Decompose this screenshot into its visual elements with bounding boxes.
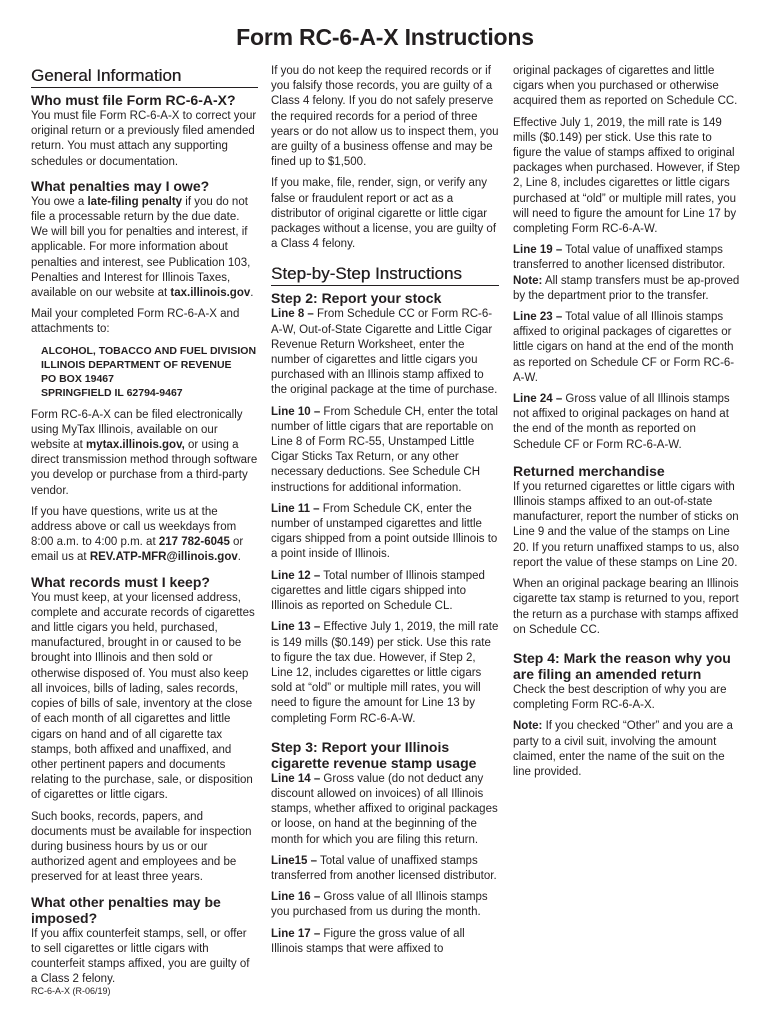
paragraph-questions [31, 505, 258, 566]
address-line: ILLINOIS DEPARTMENT OF REVENUE [41, 358, 232, 371]
column-continued [513, 64, 743, 786]
heading-records: What records must I keep? [31, 573, 210, 590]
paragraph-records: You must keep, at your licensed address, complete and accurate records of cigarettes and little cigars you held, purchased, manufactured, brought in or caused to be brought into Illinois and then sold or otherwise disposed of. You must also keep all invoices, bills of lading, sales records, copies of bills of sale, inventory at the close of each month of all cigarettes and little cigars on hand and of all cigarette tax stamps, both affixed and unaffixed, and other pertinent papers and documents relating to the purchase, sale, or disposition of cigarettes or little cigars. [31, 591, 255, 802]
line-label: Line 24 – [513, 393, 563, 406]
page-title: Form RC-6-A-X Instructions [236, 24, 534, 50]
text: From Schedule CC or Form RC-6-A-W, Out-of-State Cigarette and Little Cigar Revenue Return Worksheet, enter the number of cigarettes and little cigars you purchased with an Illinois stamp affixed to the original package at the time of purchase. [271, 308, 498, 397]
paragraph-other-penalties: If you affix counterfeit stamps, sell, or offer to sell cigarettes or little cigars with counterfeit stamps affixed, you are guilty of a Class 2 felony. [31, 927, 250, 986]
address-line: SPRINGFIELD IL 62794-9467 [41, 386, 183, 399]
paragraph-false-report: If you make, file, render, sign, or verify any false or fraudulent report or act as a distributor of original cigarette or little cigar packages without a license, you are guilty of a Class 4 felony. [271, 177, 497, 251]
paragraph-line-12 [271, 569, 499, 615]
paragraph-line-16 [271, 890, 499, 920]
line-label: Line15 – [271, 854, 318, 867]
paragraph-line-8 [271, 307, 499, 398]
line-label: Line 16 – [271, 891, 321, 904]
text: or email us at [31, 536, 244, 564]
paragraph-line-15 [271, 854, 499, 884]
website-link[interactable]: tax.illinois.gov [170, 287, 251, 300]
phone-number[interactable]: 217 782-6045 [158, 536, 230, 549]
note-label: Note: [513, 274, 543, 287]
column-step-by-step [271, 64, 499, 963]
paragraph-books: Such books, records, papers, and documents must be available for inspection during business hours by us or our authorized agent and employees and be preserved for at least three years. [31, 810, 252, 884]
paragraph-line-23 [513, 310, 743, 386]
text: Gross value (do not deduct any discount allowed on invoices) of all Illinois stamps, whether affixed to original packages or loose, on hand at the beginning of the month for which you are filing this return. [271, 772, 498, 846]
email-link[interactable]: REV.ATP-MFR@illinois.gov [89, 551, 238, 564]
line-label: Line 19 – [513, 244, 563, 257]
late-filing-penalty-term: late-filing penalty [87, 195, 183, 208]
section-heading-step-by-step: Step-by-Step Instructions [271, 264, 499, 286]
paragraph-line-10 [271, 405, 499, 496]
line-label: Line 10 – [271, 405, 321, 418]
paragraph-records-felony: If you do not keep the required records or if you falsify those records, you are guilty of a Class 4 felony. If you do not safely preserve the required records for a period of three years or do not allow us to inspect them, you are guilty of a business offense and may be fined up to $1,500. [271, 65, 499, 169]
note-label: Note: [513, 720, 543, 733]
line-label: Line 11 – [271, 502, 320, 515]
text: . [250, 287, 254, 300]
address-line: PO BOX 19467 [41, 372, 114, 385]
text: You owe a [31, 195, 88, 208]
text: . [237, 551, 241, 564]
paragraph-who-must-file: You must file Form RC-6-A-X to correct your original return or a previously filed amended return. You must attach any supporting schedules or documentation. [31, 110, 257, 168]
paragraph-penalties [31, 195, 258, 301]
line-label: Line 14 – [271, 772, 321, 785]
text: If you checked “Other” and you are a party to a civil suit, involving the amount claimed, enter the name of the suit on the line provided. [513, 720, 733, 778]
heading-returned-merchandise: Returned merchandise [513, 462, 665, 479]
paragraph-line-19 [513, 243, 743, 304]
heading-step-3: Step 3: Report your Illinois cigarette revenue stamp usage [271, 738, 477, 771]
text: if you do not file a processable return by the due date. We will bill you for penalties and interest, if applicable. For more information about penalties and interest, see Publication 103, Penalties and Interest for Illinois Taxes, available on our website at [31, 195, 251, 300]
paragraph-line-24 [513, 392, 743, 453]
text: Effective July 1, 2019, the mill rate is 149 mills ($0.149) per stick. Use this rate to figure the tax due. However, if Step 2, Line 12, includes cigarettes or little cigars sold at “old” or multiple mill rates, you will need to figure the amount for Line 13 by completing Form RC-6-A-W. [271, 621, 499, 725]
heading-penalties: What penalties may I owe? [31, 177, 210, 194]
line-label: Line 8 – [271, 308, 314, 321]
text: Figure the gross value of all Illinois stamps that were affixed to [271, 927, 465, 955]
paragraph-line-11 [271, 502, 499, 563]
heading-who-must-file: Who must file Form RC-6-A-X? [31, 92, 236, 108]
paragraph-note-other [513, 719, 743, 780]
text: Total value of unaffixed stamps transferred to another licensed distributor. [513, 244, 726, 272]
column-general-information [31, 64, 258, 993]
text: Gross value of all Illinois stamps you purchased from us during the month. [271, 891, 488, 919]
paragraph-mill-rate: Effective July 1, 2019, the mill rate is 149 mills ($0.149) per stick. Use this rate to figure the value of stamps affixed to original packages when purchased. However, if Step 2, Line 8, includes cigarettes or little cigars purchased at “old” or multiple mill rates, you will need to figure the amount for Line 17 by completing Form RC-6-A-W. [513, 116, 740, 236]
form-revision-footer: RC-6-A-X (R-06/19) [31, 986, 111, 996]
paragraph-mail: Mail your completed Form RC-6-A-X and attachments to: [31, 308, 240, 336]
paragraph-line-13 [271, 620, 499, 726]
text: Gross value of all Illinois stamps not affixed to original packages on hand at the end of the month as reported on Schedule CF or Form RC-6-A-W. [513, 393, 730, 451]
text: Form RC-6-A-X can be filed electronically using MyTax Illinois, available on our website at [31, 408, 243, 452]
mytax-link[interactable]: mytax.illinois.gov, [85, 439, 185, 452]
section-heading-general-information: General Information [31, 66, 258, 88]
heading-other-penalties: What other penalties may be imposed? [31, 893, 221, 926]
paragraph-efile [31, 408, 258, 499]
text: Total number of Illinois stamped cigarettes and little cigars shipped into Illinois as reported on Schedule CL. [271, 569, 485, 613]
text: Total value of unaffixed stamps transferred from another licensed distributor. [271, 854, 497, 882]
paragraph-line-17 [271, 927, 499, 957]
line-label: Line 12 – [271, 569, 321, 582]
heading-step-2: Step 2: Report your stock [271, 290, 442, 307]
text: From Schedule CK, enter the number of unstamped cigarettes and little cigars shipped from a point outside Illinois to a point inside of Illinois. [271, 502, 498, 561]
address-line: ALCOHOL, TOBACCO AND FUEL DIVISION [41, 344, 257, 357]
text: All stamp transfers must be ap-proved by the department prior to the transfer. [513, 274, 740, 302]
paragraph-returned-package: When an original package bearing an Illinois cigarette tax stamp is returned to you, report the return as a purchase with stamps affixed on Schedule CC. [513, 578, 739, 636]
mailing-address [41, 344, 258, 400]
text: If you have questions, write us at the address above or call us weekdays from 8:00 a.m. to 4:00 p.m. at [31, 505, 237, 549]
text: From Schedule CH, enter the total number of little cigars that are reportable on Line 8 of Form RC-55, Unstamped Little Cigar Sticks Tax Return, or any other necessary deductions. See Schedule CH instructions for additional information. [271, 405, 498, 494]
line-label: Line 23 – [513, 311, 563, 324]
text: Total value of all Illinois stamps affixed to original packages of cigarettes or little cigars on hand at the end of the month as reported on Schedule CF or Form RC-6-A-W. [513, 311, 735, 384]
paragraph-step-4: Check the best description of why you are completing Form RC-6-A-X. [513, 683, 727, 712]
paragraph-line-14 [271, 772, 499, 848]
paragraph-line-17-continued: original packages of cigarettes and little cigars when you purchased or otherwise acquired them as reported on Schedule CC. [513, 65, 738, 108]
heading-step-4: Step 4: Mark the reason why you are filing an amended return [513, 649, 731, 682]
line-label: Line 17 – [271, 927, 321, 940]
text: or using a direct transmission method through software you develop or purchase from a third-party vendor. [31, 439, 258, 497]
line-label: Line 13 – [271, 621, 321, 634]
paragraph-returned-merchandise: If you returned cigarettes or little cigars with Illinois stamps affixed to an out-of-state manufacturer, report the number of sticks on Line 9 and the value of the stamps on Line 20. If you return unaffixed stamps to us, also report the value of these stamps on Line 20. [513, 480, 740, 569]
